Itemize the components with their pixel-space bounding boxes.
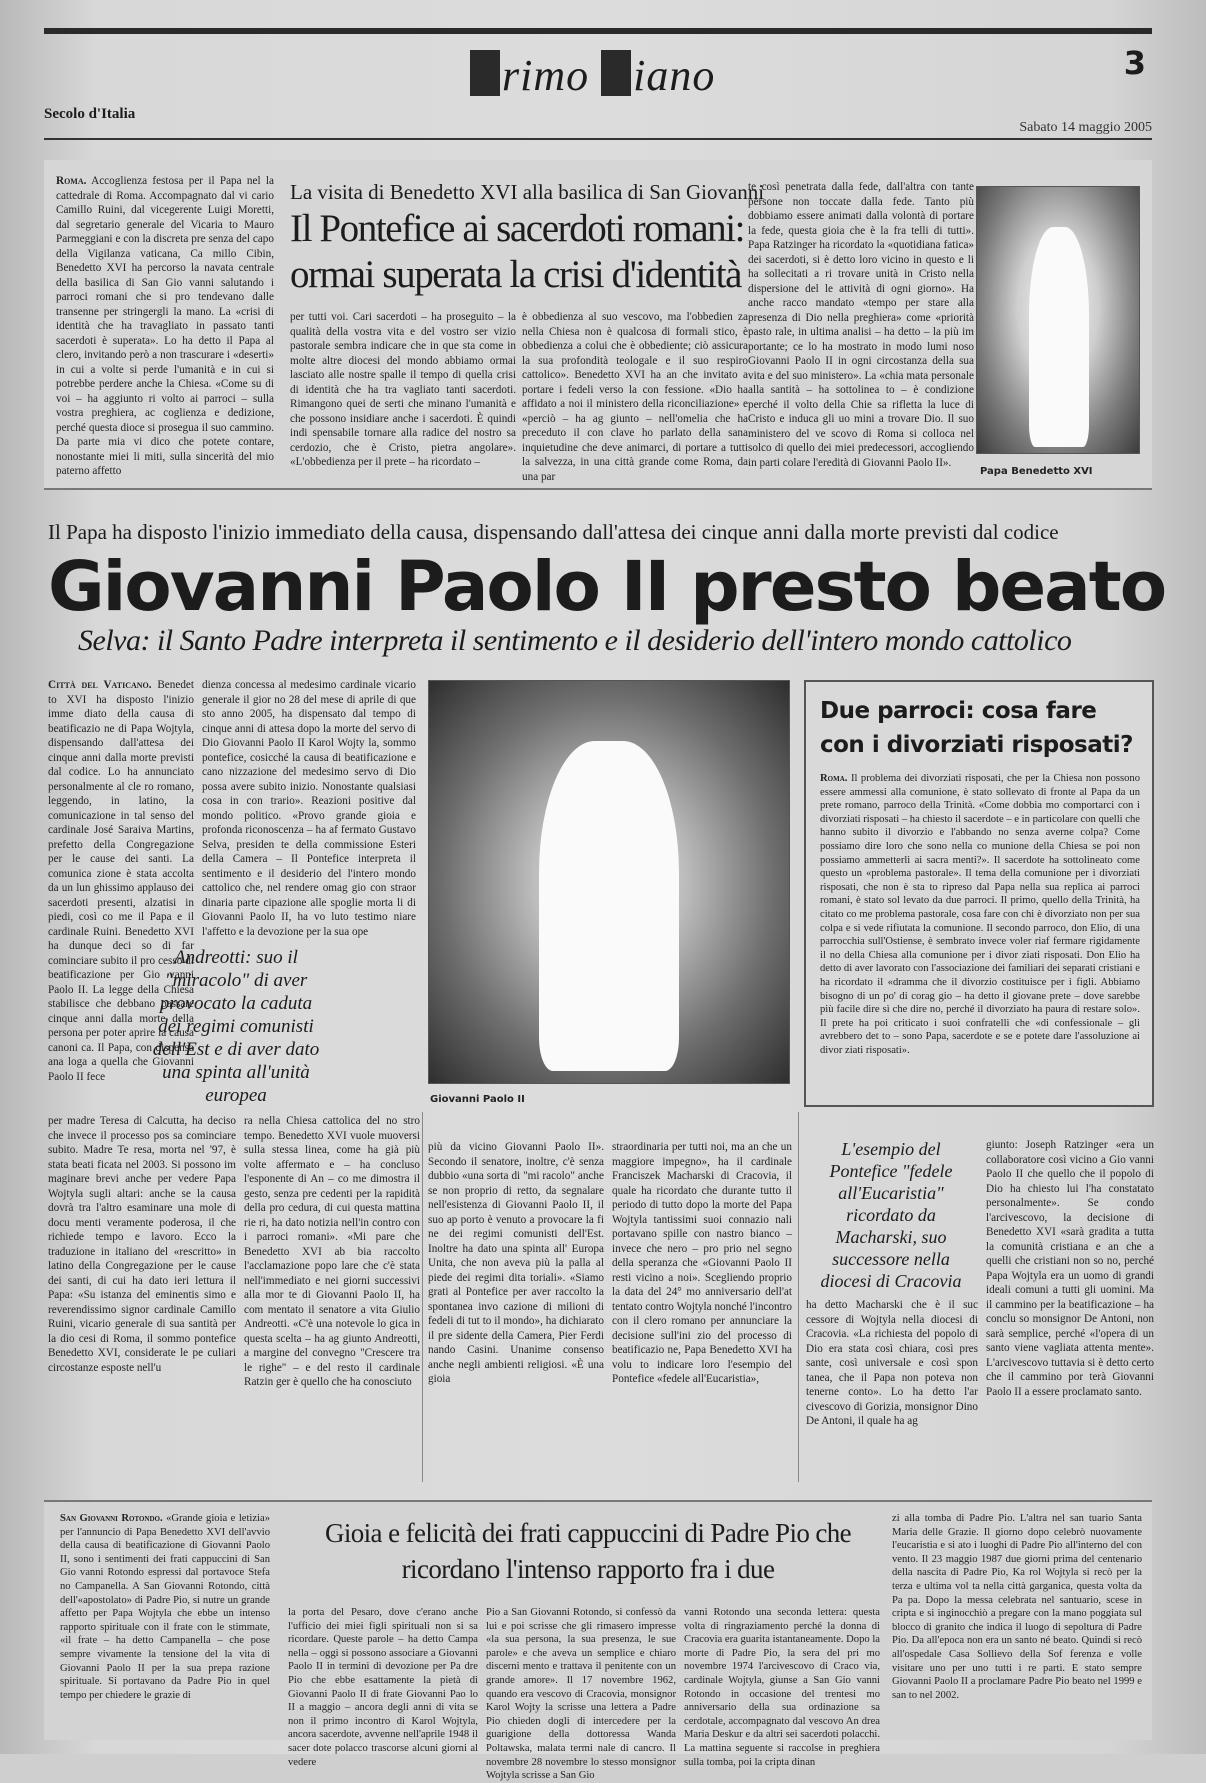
bottom-story-column-1-text: «Grande gioia e letizia» per l'annuncio di Papa Benedetto XVI dell'avvio della causa di beatificazione di Giovanni Paolo II, sono i sentimenti dei frati cappuccini di San Gio vanni Rotondo espressi dal portavoce Stefa no Campanella. A San Giovanni Rotondo, città dell'«apostolato» di Padre Pio, si nutre un grande affetto per Papa Wojtyla che ebbe un intenso rapporto spirituale con il frate con le stimmate, «il frate – ha detto Campanella – che pose sempre vivamente la tensione del la vita di Giovanni Paolo II per la sua prepa razione spirituale. Si portavano da Padre Pio in quel tempo per chiedere le grazie di <box>60 1513 270 1701</box>
sidebar-dateline: Roma. <box>820 773 848 784</box>
benedict-photo-caption: Papa Benedetto XVI <box>980 466 1093 477</box>
divorced-sidebar-box <box>804 680 1154 1107</box>
section-title-word-rimo: rimo <box>502 51 602 100</box>
john-paul-photo-caption: Giovanni Paolo II <box>430 1094 525 1105</box>
top-story-column-4: te così penetrata dalla fede, dall'altra con tante persone non toccate dalla fede. Tanto più dobbiamo essere animati dalla volontà di portare la fede, questa gioia che è la fra telli di tutti». Papa Ratzinger ha ricordato la «quotidiana fatica» dei sacerdoti, si è detto loro vicino in questo e li ha sollecitati a ri trovare unità in Cristo nella dispersione del le attività di ogni giorno». Ha anche racco mandato «tempo per stare alla presenza di Dio nella preghiera» come «priorità pasto rale, in ultima analisi – ha detto – la più im portante; ce lo ha mostrato in modo lumi noso Giovanni Paolo II in ogni circostanza della sua vita e del suo ministero». La «chia mata personale alla santità – ha sottolinea to – è condizione perché il volto della Chie sa rifletta la luce di Cristo e induca gli uo mini a trovare Dio. Il suo ministero del ve scovo di Roma si colloca nel solco di quello dei miei predecessori, accogliendo in parti colare l'eredità di Giovanni Paolo II». <box>748 181 974 469</box>
top-story-kicker: La visita di Benedetto XVI alla basilica di San Giovanni <box>290 180 765 204</box>
macharski-column-1: ha detto Macharski che è il suc cessore di Wojtyla nella diocesi di Cracovia. «La richiesta del popolo di Dio era stata così chiara, così pres sante, così universale e così spon tanea, che il Papa non poteva non tenerne conto». Lo ha detto l'ar civescovo di Gorizia, monsignor Dino De Antoni, il quale ha ag <box>806 1299 978 1427</box>
bottom-story-dateline: San Giovanni Rotondo. <box>60 1513 163 1524</box>
main-story-column-2: dienza concessa al medesimo cardinale vicario generale il gior no 28 del mese di aprile di que sto anno 2005, ha dispensato dal tempo di cinque anni di attesa dopo la morte del servo di Dio Giovanni Paolo II Karol Wojty la, sommo pontefice, cosicché la causa di beatificazione e cano nizzazione del medesimo servo di Dio possa avere subito inizio. Nonostante qualsiasi cosa in con trario». Reazioni positive dal mondo politico. «Provo grande gioia e profonda riconoscenza – ha af fermato Gustavo Selva, presiden te della commissione Esteri della Camera – Il Pontefice interpreta il sentimento e il desiderio del l'intero mondo cattolico che, nel rendere omag gio con straor dinaria parte cipazione alle spoglie morta li di Giovanni Paolo II, ha vo luto testimo niare l'affetto e la devozione per la sua ope <box>202 679 416 938</box>
andreotti-pullquote: Andreotti: suo il "miracolo" di aver provocato la caduta dei regimi comunisti dell'Est e di aver dato una spinta all'unità europea <box>152 947 320 1106</box>
issue-date: Sabato 14 maggio 2005 <box>1019 120 1152 135</box>
top-story-column-3: è obbedienza al suo vescovo, ma l'obbedien za nella Chiesa non è qualcosa di formali stico, è obbedienza a colui che è obbediente; ciò assicura la sua profondità teologale e il suo respiro cattolico». Benedetto XVI ha an che invitato a portare i fedeli verso la con fessione. «Dio ha affidato a noi il ministero della riconciliazione» e «perciò – ha ag giunto – nell'omelia che ha preceduto il con clave ho parlato della sana inquietudine che deve animarci, di portare a tutti la salvezza, in una città grande come Roma, da una par <box>522 311 748 483</box>
top-story-headline: Il Pontefice ai sacerdoti romani: ormai superata la crisi d'identità <box>290 207 745 296</box>
section-title-cap-p <box>470 50 500 96</box>
main-story-column-4b: straordinaria per tutti noi, ma an che un maggiore impegno», ha il cardinale Franciszek Macharski di Cracovia, il quale ha ricordato che durante tutto il periodo di tutto dopo la morte del Papa Wojtyla tantissimi suoi connazio nali portavano spille con nastro bianco – invece che nero – pro prio nel segno della speranza che «Giovanni Paolo II resti vicino a noi». Scegliendo proprio la data del 24° mo anniversario dell'at tentato contro Wojtyla nonché l'incontro con il clero romano per annunciare la decisione sull'ini zio del processo di beatificazio ne, Papa Benedetto XVI ha volu to indicare loro l'esempio del Pontefice «fedele all'Eucaristia», <box>612 1141 792 1385</box>
john-paul-figure <box>539 741 679 1071</box>
benedict-photo <box>976 186 1140 454</box>
main-story-dateline: Città del Vaticano. <box>48 679 152 691</box>
bottom-story-column-1 <box>60 1512 270 1730</box>
top-story-column-1 <box>56 174 274 480</box>
john-paul-photo <box>428 680 790 1084</box>
top-story-column-1-text: Accoglienza festosa per il Papa nel la cattedrale di Roma. Accompagnato dal vi cario Camillo Ruini, dal vicegerente Luigi Moretti, dal segretario generale del Vicaria to Mauro Parmeggiani e con la discreta pre senza del capo della Vigilanza vaticana, Ca millo Cibin, Benedetto XVI ha percorso la navata centrale della basilica di San Gio vanni salutando i parroci romani che si pro tendevano dalle transenne per stringergli la mano. La «crisi di identità che ha travagliato in passato tanti sacerdoti è superata». Lo ha detto il Papa al clero, invitando però a non trascurare i «deserti» in cui a volte si perde l'umanità e in cui si potrebbe perdere anche la Chiesa. «Come su di voi – ha aggiunto ri volto ai parroci – sulla vostra preghiera, ac coglienza e dedizione, perché questa dioce si prosegua il suo cammino. Da parte mia vi dico che potete contare, nonostante miei li miti, sulla sincerità del mio paterno affetto <box>56 175 274 477</box>
section-title-cap-p2 <box>601 50 631 96</box>
main-story-headline: Giovanni Paolo II presto beato <box>48 547 1166 627</box>
macharski-pullquote: L'esempio del Pontefice "fedele all'Eucaristia" ricordato da Macharski, suo successore nella diocesi di Cracovia <box>820 1139 962 1291</box>
main-story-dek: Selva: il Santo Padre interpreta il sentimento e il desiderio dell'intero mondo cattolico <box>78 624 1072 657</box>
section-title-word-iano: iano <box>633 51 716 100</box>
column-rule <box>798 1112 799 1482</box>
column-rule <box>422 1112 423 1482</box>
bottom-story-column-4: vanni Rotondo una seconda lettera: questa volta di ringraziamento perché la donna di Cracovia era guarita istantaneamente. Dopo la morte di Padre Pio, la sera del pri mo novembre 1974 l'arcivescovo di Craco via, cardinale Wojtyla, giunse a San Gio vanni Rotondo in occasione del trentesi mo anniversario della sua ordinazione sa cerdotale, accompagnato dal vescovo An drea Maria Deskur e da altri sei sacerdoti polacchi. La mattina seguente si raccolse in preghiera sulla tomba, poi la cripta dinan <box>684 1607 880 1768</box>
masthead: Secolo d'Italia <box>44 106 136 122</box>
bottom-story-column-3: Pio a San Giovanni Rotondo, si confessò da lui e poi scrisse che gli rimasero impresse «la sua persona, la sua presenza, le sue parole» e che aveva un semplice e chiaro discerni mento e trattava il penitente con un grande amore». Il 17 novembre 1962, quando era vescovo di Cracovia, monsignor Karol Wojty la scrisse una lettera a Padre Pio chieden dogli di intercedere per la guarigione della dottoressa Wanda Poltawska, malata termi nale di cancro. Il novembre 28 novembre lo stesso monsignor Wojtyla scrisse a San Gio <box>486 1607 676 1782</box>
section-title <box>470 50 715 101</box>
bottom-story-column-5: zi alla tomba di Padre Pio. L'altra nel san tuario Santa Maria delle Grazie. Il giorno dopo celebrò nuovamente l'eucaristia e si ato i luoghi di Padre Pio all'interno del con vento. Il 23 maggio 1987 due giorni prima del centenario della nascita di Padre Pio, Ka rol Wojtyla si recò per la terza e ultima vol ta nella città garganica, questa volta da Pa pa. Dopo la messa celebrata nel santuario, scese in cripta e si inginocchiò a pregare con la mano poggiata sul blocco di granito che indica il luogo di sepoltura di Padre Pio. Da all'epoca non era un santo né beato. Quindi si recò all'ospedale Casa Sollievo della Sof ferenza e volle visitare uno per uno tutti i re parti. E stato sempre Giovanni Paolo II a proclamare Padre Pio beato nel 1999 e san to nel 2002. <box>892 1513 1142 1701</box>
top-story-column-2: per tutti voi. Cari sacerdoti – ha proseguito – la qualità della vostra vita e del vostro ser vizio pastorale sembra indicare che in que sta come in molte altre diocesi del mondo abbiamo ormai lasciato alle nostre spalle il tempo di quella crisi di identità che ha tra vagliato tanti sacerdoti. Rimangono quei de serti che minano l'umanità e che possono insidiare anche i sacerdoti. È quindi indi spensabile tornare alla radice del nostro sa cerdozio, che è Cristo, pietra angolare». «L'obbedienza per il prete – ha ricordato – <box>290 311 516 468</box>
top-rule <box>44 28 1152 34</box>
main-story-column-1-text: Benedet to XVI ha disposto l'inizio imme diato della causa di beatificazio ne di Papa Wojtyla, dispensando dall'attesa dei cinque anni dalla morte previsti dal codice. Lo ha annunciato personalmente al cle ro romano, leggendo, in latino, la comunicazione in tal senso del cardinale José Saraiva Martins, prefetto della Congregazione per le cause dei santi. La comunica zione è stata accolta da un lun ghissimo applauso dei sacerdoti presenti, alzatisi in piedi, così co me il Papa e il cardinale Ruini. Benedetto XVI ha dunque deci so di far cominciare subito il pro cesso di beatificazione per Gio vanni Paolo II. La legge della Chiesa stabilisce che debbano passare cinque anni dalla morte della persona per poter aprire la causa canoni ca. Il Papa, con dispensa ana loga a quella che Giovanni Paolo II fece <box>48 679 194 1083</box>
main-story-column-3b: più da vicino Giovanni Paolo II». Secondo il senatore, inoltre, c'è senza dubbio «una sorta di "mi racolo" anche se non proprio di retto, da segnalare nell'esistenza di Giovanni Paolo II, il suo ap porto è venuto a provocare la fi ne dei regimi comunisti dell'Est. Inoltre ha dato una spinta all' Europa Unita, che non aveva più la palla al piede dei regimi dita toriali». «Siamo grati al Pontefice per aver raccolto la spontanea invo cazione di milioni di fedeli di tut to il mondo», ha dichiarato il pre sidente della Camera, Pier Ferdi nando Casini. Unanime consenso anche negli ambienti religiosi. «È una gioia <box>428 1141 604 1385</box>
sidebar-headline: Due parroci: cosa fare con i divorziati risposati? <box>820 698 1133 758</box>
benedict-figure <box>1029 227 1089 447</box>
bottom-story-column-2: la porta del Pesaro, dove c'erano anche l'ufficio dei miei figli spirituali non si sa ricordare. Queste parole – ha detto Campa nella – oggi si possono associare a Giovanni Paolo II in termini di devozione per Pa dre Pio che ebbe esattamente la pietà di Giovanni Paolo II di frate Giovanni Pao lo II a maggio – ancora degli anni di vita se non il primo incontro di Karol Wojtyla, ancora sacerdote, avvenne nell'aprile 1948 il sacer dote polacco trascorse alcuni giorni al vedere <box>288 1607 478 1768</box>
main-story-column-1b: per madre Teresa di Calcutta, ha deciso che invece il processo pos sa cominciare subito. Madre Te resa, morta nel '97, è stata beati ficata nel 2003. Si possono im maginare brevi anche per vedere Papa Wojtyla sugli altari: anche se la causa dovrà tra l'altro esaminare una mole di docu menti veramente poderosa, il che richiede tempo e lavoro. Ecco la traduzione in italiano del «rescritto» in latino della Congregazione per le cause dei santi, di cui ha dato ieri lettura il Papa: «Su istanza del eminentis simo e reverendissimo signor cardinale Camillo Ruini, vicario generale di sua santità per la dio cesi di Roma, il sommo pontefice Benedetto XVI, considerate le pe culiari circostanze esposte nell'u <box>48 1115 236 1374</box>
main-story-kicker: Il Papa ha disposto l'inizio immediato della causa, dispensando dall'attesa dei cinque anni dalla morte previsti dal codice <box>48 520 1059 544</box>
top-story-dateline: Roma. <box>56 175 87 187</box>
page-number: 3 <box>1123 44 1146 82</box>
sidebar-body <box>820 772 1140 1098</box>
header-rule <box>44 138 1152 140</box>
macharski-column-2: giunto: Joseph Ratzinger «era un collaboratore così vicino a Gio vanni Paolo II che quello che il popolo di Dio ha chiesto lui l'ha constatato personalmente». Se condo l'arcivescovo, la decisione di Benedetto XVI «sarà gradita a tutta la comunità cristiana e an che a quelli che cristiani non so no, perché Papa Wojtyla era un uomo di grandi ideali comuni a tutti gli uomini. Ma il cammino per la beatificazione – ha conclu so monsignor De Antoni, non sarà semplice, perché «l'opera di un santo viene vagliata attenta mente». L'arcivescovo tuttavia si è detto certo che il cammino por terà Giovanni Paolo II a essere proclamato santo. <box>986 1139 1154 1398</box>
bottom-story-headline: Gioia e felicità dei frati cappuccini di Padre Pio che ricordano l'intenso rapporto fra i due <box>324 1518 852 1584</box>
sidebar-body-text: Il problema dei divorziati risposati, che per la Chiesa non possono essere ammessi alla comunione, è stato sollevato di fronte al Papa da un prete romano, parroco della Trinità. «Come dobbia mo comportarci con i divorziati risposati – ha chiesto il sacerdote – e in particolare con quelli che hanno subito il divorzio e l'abbando no senza averne colpa? Come possiamo dire loro che sono nella co munione della Chiesa se poi non possiamo ammetterli ai sacra menti?». Il sacerdote ha sottolineato come questo un «problema pastorale». Il tema della comunione per i divorziati risposati, che non è sta to ripreso dal Papa nella sua replica ai parroci romani, è stato sol levato da due parroci. Il primo, quello della Trinità, ha citato co me problema pastorale, cosa fare con chi è divorziato non per sua colpa e si vede rifiutata la comunione. Il secondo parroco, don Elio, di una parrocchia sull'Ostiense, è sembrato invece voler riaf fermare rigidamente il no della Chiesa alla comunione per i divor ziati risposati. Don Elio ha detto di aver lavorato con l'associazione dei familiari dei separati cristiani e ha ricordato il «dramma che il divorzio costituisce per i figli. Abbiamo bisogno di un po' di corag gio – ha detto il giovane prete – dove sarebbe più facile dire sì che dire no, perché il divorziato ha paura di restare solo». Il prete ha poi criticato i suoi confratelli che «di confessionale – gli avrebbero det to – sono Papa, sacerdote e se e potete dare l'assoluzione ai divor ziati risposati». <box>820 773 1141 1056</box>
main-story-column-2b: ra nella Chiesa cattolica del no stro tempo. Benedetto XVI vuole muoversi sulla stessa linea, come ha già più volte affermato e – ha concluso l'esponente di An – co me dimostra il gesto, senza pre cedenti per la rapidità della pro cedura, di cui questa mattina rie ri, ha dato notizia nell'in contro con i parroci romani». «Mi pare che Benedetto XVI ab bia raccolto l'acclamazione popo lare che c'è stata nell'immediato e nei giorni successivi alla mor te di Giovanni Paolo II, ha com mentato il senatore a vita Giulio Andreotti. «C'è una notevole lo gica in questa scelta – ha ag giunto Andreotti, a margine del convegno "Crescere tra le righe" – e del resto il cardinale Ratzin ger è quello che ha conosciuto <box>244 1115 420 1388</box>
